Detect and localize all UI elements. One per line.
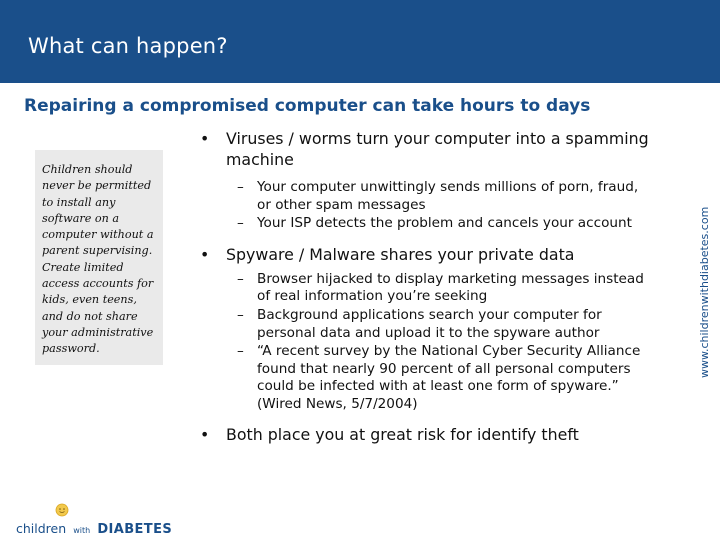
parent-tip-text: Children should never be permitted to install any software on a computer without a parent supervising. Create limited access accounts for kids, even teens, and do not share your administrative password. <box>42 163 154 356</box>
sub-bullet-background-text: Background applications search your computer for personal data and upload it to the spyware author <box>257 306 602 341</box>
bullet-marker: • <box>200 244 210 264</box>
sub-bullet-hijack <box>200 271 655 306</box>
slide-title: What can happen? <box>28 34 228 58</box>
bullet-marker: • <box>200 129 210 148</box>
dash-marker: – <box>237 179 244 195</box>
dash-marker: – <box>237 270 244 287</box>
sun-face-icon <box>54 502 70 518</box>
bullet-identity-theft <box>200 424 655 445</box>
parent-tip-box <box>35 150 163 365</box>
sub-bullet-survey <box>200 343 655 413</box>
logo-children: children <box>16 521 67 536</box>
bullet-marker: • <box>200 424 210 444</box>
bullet-list <box>200 128 655 445</box>
bullet-viruses-text: Viruses / worms turn your computer into a spamming machine <box>226 129 649 169</box>
sub-bullet-spam <box>200 179 655 214</box>
logo-diabetes: DIABETES <box>97 522 173 537</box>
logo-text <box>16 518 172 537</box>
children-with-diabetes-logo <box>10 500 173 537</box>
bullet-viruses <box>200 128 655 170</box>
sub-bullet-isp-text: Your ISP detects the problem and cancels your account <box>257 215 632 232</box>
website-url: www.childrenwithdiabetes.com <box>698 206 711 378</box>
dash-marker: – <box>237 306 244 323</box>
sub-bullet-survey-text: “A recent survey by the National Cyber Security Alliance found that nearly 90 percent of all personal computers could be infected with at least one form of spyware.” (Wired News, 5/7/2004) <box>257 343 641 412</box>
bullet-spyware <box>200 244 655 265</box>
bullet-spyware-text: Spyware / Malware shares your private data <box>226 244 575 264</box>
sub-bullet-spam-text: Your computer unwittingly sends millions of porn, fraud, or other spam messages <box>257 179 639 213</box>
dash-marker: – <box>237 343 244 360</box>
bullet-identity-theft-text: Both place you at great risk for identify theft <box>226 424 579 444</box>
sub-bullet-background <box>200 307 655 342</box>
sub-bullet-isp <box>200 215 655 233</box>
dash-marker: – <box>237 215 244 232</box>
sub-bullet-hijack-text: Browser hijacked to display marketing messages instead of real information you’re seeking <box>257 270 644 305</box>
slide-subtitle: Repairing a compromised computer can take hours to days <box>24 96 591 116</box>
title-bar <box>0 0 720 83</box>
logo-with: with <box>73 526 91 535</box>
